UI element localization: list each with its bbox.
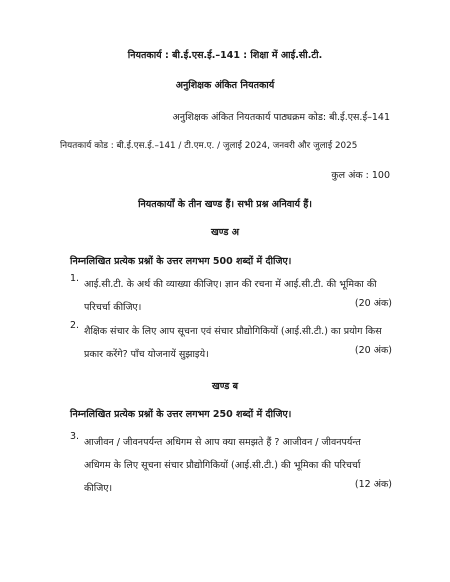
question-number: 1.	[70, 273, 80, 284]
total-marks: कुल अंक : 100	[331, 170, 390, 181]
question-marks: (12 अंक)	[354, 479, 392, 490]
question-marks: (20 अंक)	[354, 345, 392, 356]
course-code-line: अनुशिक्षक अंकित नियतकार्य पाठ्यक्रम कोड: बी.ई.एस.ई–141	[172, 112, 390, 123]
assignment-code-line: नियतकार्य कोड : बी.ई.एस.ई.–141 / टी.एम.ए. / जुलाई 2024, जनवरी और जुलाई 2025	[60, 141, 358, 151]
question-text	[84, 320, 392, 366]
section-b-heading: खण्ड ब	[211, 381, 239, 392]
question-line: आजीवन / जीवनपर्यन्त अधिगम से आप क्या समझते हैं ? आजीवन / जीवनपर्यन्त	[84, 437, 361, 448]
question-3	[0, 431, 450, 506]
section-a-instruction: निम्नलिखित प्रत्येक प्रश्नों के उत्तर लगभग 500 शब्दों में दीजिए।	[70, 256, 292, 267]
question-line: प्रकार करेंगे? पाँच योजनायें सुझाइये।	[84, 349, 209, 360]
question-line: कीजिए।	[84, 483, 113, 494]
page-subtitle: अनुशिक्षक अंकित नियतकार्य	[175, 80, 275, 91]
question-line: अधिगम के लिए सूचना संचार प्रौद्योगिकियों (आई.सी.टी.) की भूमिका की परिचर्चा	[84, 460, 361, 471]
question-text	[84, 431, 392, 500]
question-line: आई.सी.टी. के अर्थ की व्याख्या कीजिए। ज्ञान की रचना में आई.सी.टी. की भूमिका की	[84, 279, 377, 290]
question-number: 2.	[70, 320, 80, 331]
section-a-heading: खण्ड अ	[211, 227, 239, 238]
question-marks: (20 अंक)	[354, 298, 392, 309]
question-text	[84, 273, 392, 319]
page-title: नियतकार्य : बी.ई.एस.ई.–141 : शिक्षा में आई.सी.टी.	[127, 50, 323, 61]
question-2	[0, 320, 450, 370]
question-line: परिचर्चा कीजिए।	[84, 302, 142, 313]
general-instruction: नियतकार्यों के तीन खण्ड हैं। सभी प्रश्न अनिवार्य हैं।	[138, 199, 312, 210]
question-1	[0, 273, 450, 323]
section-b-instruction: निम्नलिखित प्रत्येक प्रश्नों के उत्तर लगभग 250 शब्दों में दीजिए।	[70, 409, 292, 420]
question-number: 3.	[70, 431, 80, 442]
question-line: शैक्षिक संचार के लिए आप सूचना एवं संचार प्रौद्योगिकियों (आई.सी.टी.) का प्रयोग किस	[84, 326, 382, 337]
